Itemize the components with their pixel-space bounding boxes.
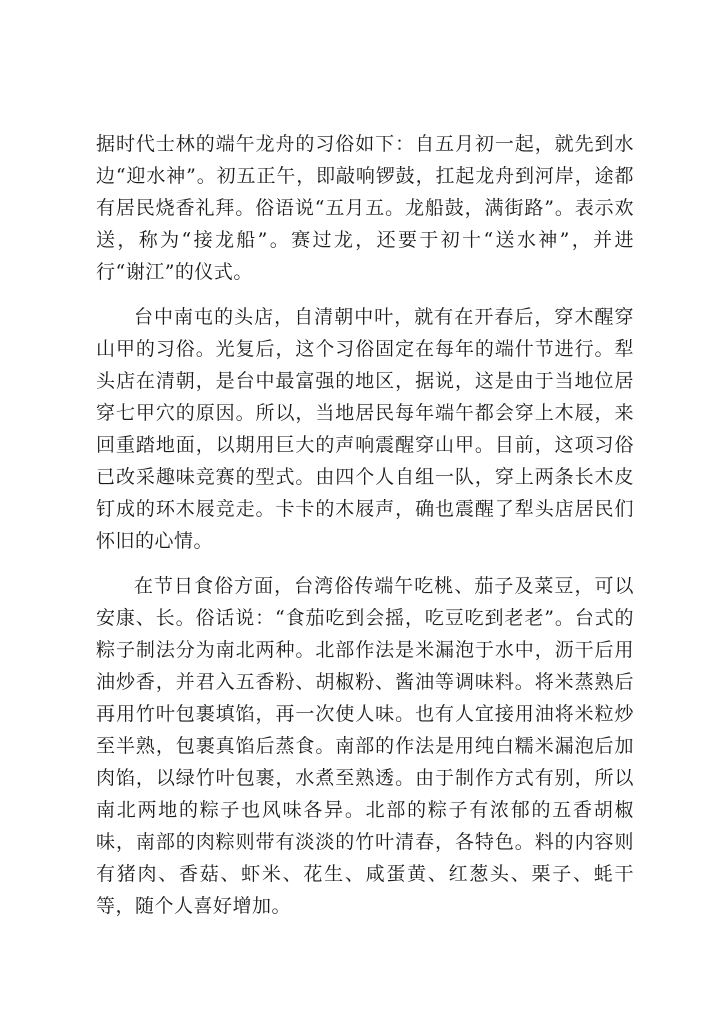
paragraph-food-custom: 在节日食俗方面，台湾俗传端午吃桃、茄子及菜豆，可以安康、长。俗话说：“食茄吃到会摇，吃豆吃到老老”。台式的粽子制法分为南北两种。北部作法是米漏泡于水中，沥干后用油炒香，并君入五香粉、胡椒粉、酱油等调味料。将米蒸熟后再用竹叶包裹填馅，再一次使人味。也有人宜接用油将米粒炒至半熟，包裹真馅后蒸食。南部的作法是用纯白糯米漏泡后加肉馅，以绿竹叶包裹，水煮至熟透。由于制作方式有别，所以南北两地的粽子也风味各异。北部的粽子有浓郁的五香胡椒味，南部的肉粽则带有淡淡的竹叶清春，各特色。料的内容则有猪肉、香菇、虾米、花生、咸蛋黄、红葱头、栗子、蚝干等，随个人喜好增加。 — [96, 575, 634, 917]
document-body — [96, 128, 634, 922]
paragraph-dragon-boat-custom: 据时代士林的端午龙舟的习俗如下：自五月初一起，就先到水边“迎水神”。初五正午，即敲响锣鼓，扛起龙舟到河岸，途都有居民烧香礼拜。俗语说“五月五。龙船鼓，满街路”。表示欢送，称为“接龙船”。赛过龙，还要于初十“送水神”，并进行“谢江”的仪式。 — [96, 133, 634, 283]
paragraph-taichung-custom: 台中南屯的头店，自清朝中叶，就有在开春后，穿木醒穿山甲的习俗。光复后，这个习俗固定在每年的端什节进行。犁头店在清朝，是台中最富强的地区，据说，这是由于当地位居穿七甲穴的原因。所以，当地居民每年端午都会穿上木屐，来回重踏地面，以期用巨大的声响震醒穿山甲。目前，这项习俗已改采趣味竞赛的型式。由四个人自组一队，穿上两条长木皮钉成的环木屐竞走。卡卡的木屐声，确也震醒了犁头店居民们怀旧的心情。 — [96, 306, 634, 552]
